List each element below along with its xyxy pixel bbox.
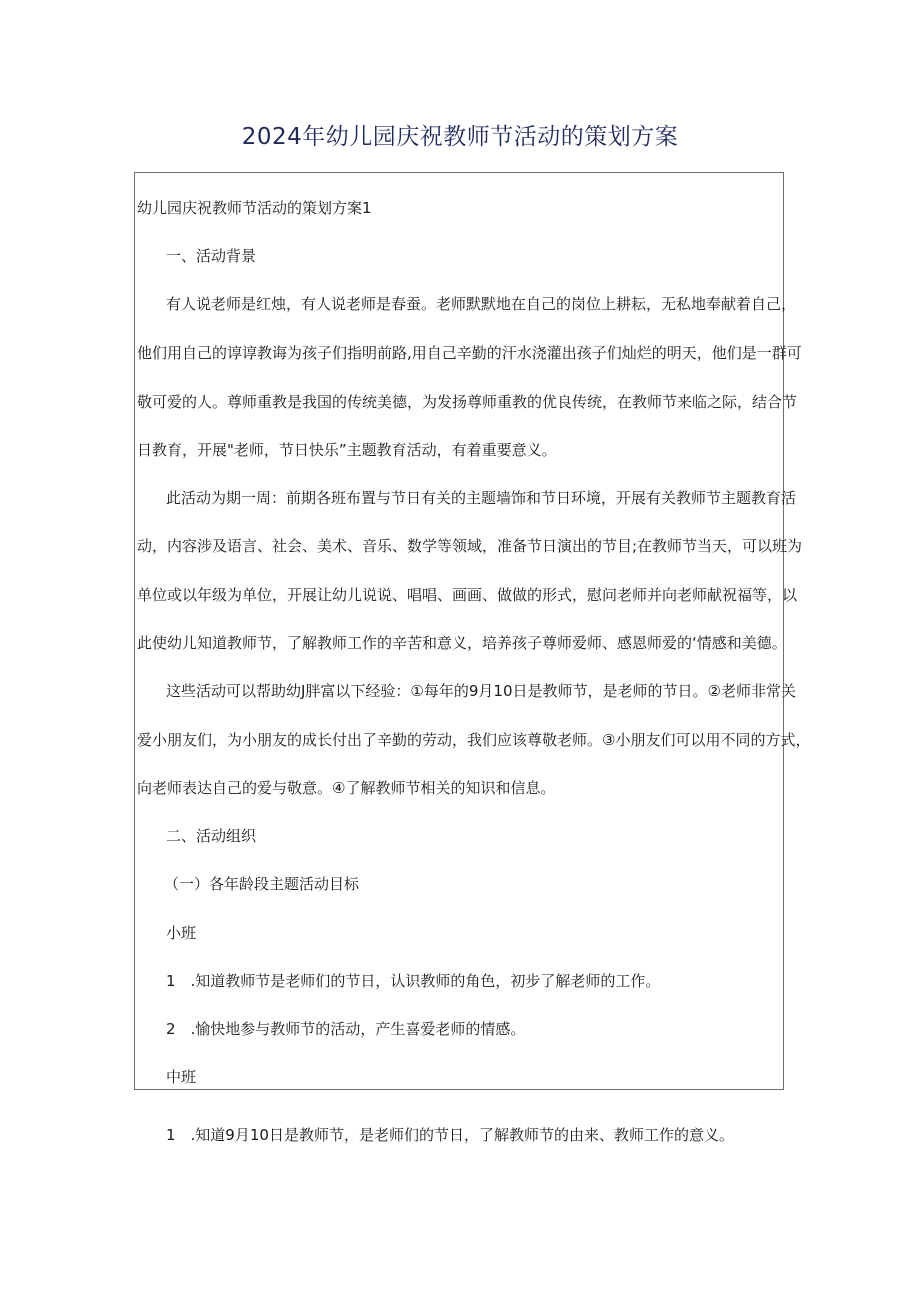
paragraph-line: 日教育，开展"老师，节日快乐”主题教育活动，有着重要意义。 bbox=[137, 441, 557, 459]
paragraph-line: 动，内容涉及语言、社会、美术、音乐、数学等领域，准备节日演出的节目;在教师节当天，可以班为 bbox=[137, 537, 803, 555]
section-heading-background: 一、活动背景 bbox=[166, 247, 257, 265]
subsection-heading: （一）各年龄段主题活动目标 bbox=[164, 875, 360, 893]
paragraph-line: 向老师表达自己的爱与敬意。④了解教师节相关的知识和信息。 bbox=[137, 779, 556, 797]
paragraph-line: 有人说老师是红烛，有人说老师是春蚕。老师默默地在自己的岗位上耕耘，无私地奉献着自己， bbox=[166, 295, 797, 313]
document-title: 2024年幼儿园庆祝教师节活动的策划方案 bbox=[241, 124, 679, 150]
list-item: 1 .知道教师节是老师们的节日，认识教师的角色，初步了解老师的工作。 bbox=[166, 972, 661, 990]
paragraph-line: 此活动为期一周：前期各班布置与节日有关的主题墙饰和节日环境，开展有关教师节主题教育活 bbox=[166, 489, 797, 507]
paragraph-line: 单位或以年级为单位，开展让幼儿说说、唱唱、画画、做做的形式，慰问老师并向老师献祝福等，以 bbox=[137, 586, 798, 604]
paragraph-line: 敬可爱的人。尊师重教是我国的传统美德，为发扬尊师重教的优良传统，在教师节来临之际，结合节 bbox=[137, 393, 798, 411]
paragraph-line: 这些活动可以帮助幼J胖富以下经验：①每年的9月10日是教师节，是老师的节日。②老师非常关 bbox=[166, 682, 796, 700]
plan-subtitle: 幼儿园庆祝教师节活动的策划方案1 bbox=[137, 199, 372, 217]
paragraph-line: 此使幼儿知道教师节，了解教师工作的辛苦和意义，培养孩子尊师爱师、感恩师爱的‘情感和美德。 bbox=[137, 634, 787, 652]
paragraph-line: 爱小朋友们，为小朋友的成长付出了辛勤的劳动，我们应该尊敬老师。③小朋友们可以用不同的方式， bbox=[137, 731, 811, 749]
list-item: 1 .知道9月10日是教师节，是老师们的节日，了解教师节的由来、教师工作的意义。 bbox=[166, 1126, 734, 1144]
list-item: 2 .愉快地参与教师节的活动，产生喜爱老师的情感。 bbox=[166, 1020, 526, 1038]
section-heading-organization: 二、活动组织 bbox=[166, 827, 257, 845]
class-heading-small: 小班 bbox=[166, 924, 197, 942]
paragraph-line: 他们用自己的谆谆教诲为孩子们指明前路,用自己辛勤的汗水浇灌出孩子们灿烂的明天，他们是一群可 bbox=[137, 344, 802, 362]
class-heading-middle: 中班 bbox=[166, 1068, 197, 1086]
